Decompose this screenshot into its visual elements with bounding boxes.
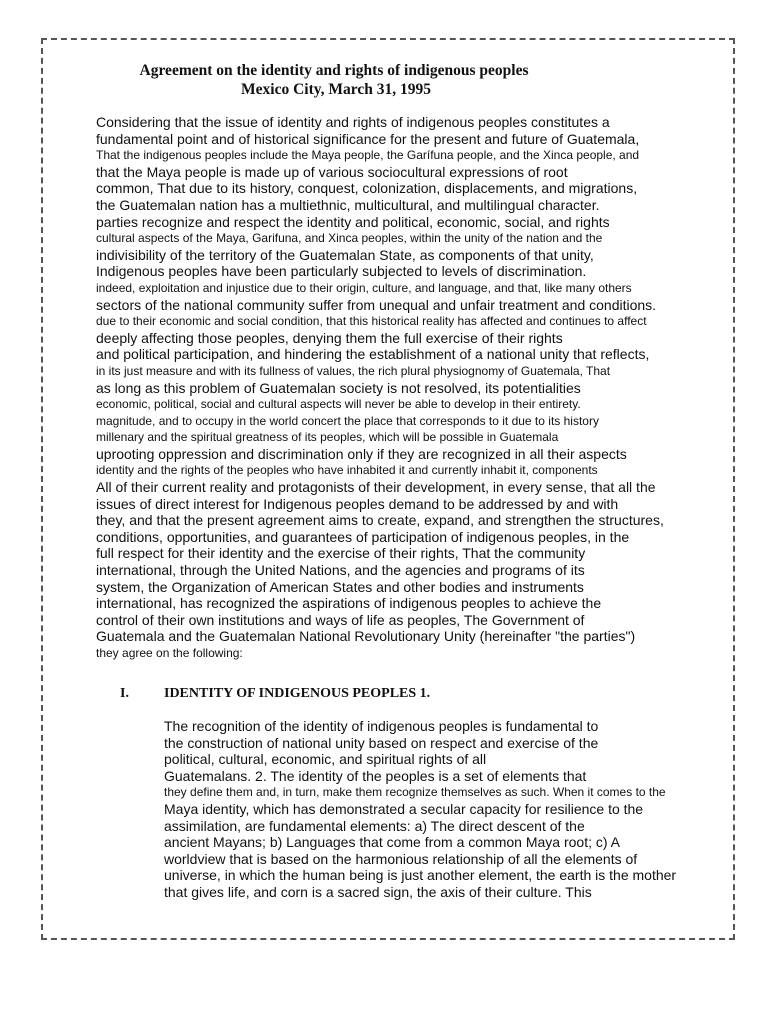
section-line: that gives life, and corn is a sacred sign, the axis of their culture. This [164, 883, 592, 900]
section-line: Maya identity, which has demonstrated a secular capacity for resilience to the [164, 800, 644, 817]
section-number: I. [120, 686, 129, 701]
preamble-line: sectors of the national community suffer from unequal and unfair treatment and conditions. [96, 296, 657, 313]
preamble-line: common, That due to its history, conquest, colonization, displacements, and migrations, [96, 180, 638, 197]
section-line: the construction of national unity based on respect and exercise of the [164, 734, 599, 751]
preamble-line: identity and the rights of the peoples who have inhabited it and currently inhabit it, components [96, 463, 598, 478]
preamble-line: control of their own institutions and ways of life as peoples, The Government of [96, 611, 585, 628]
preamble-line: full respect for their identity and the exercise of their rights, That the community [96, 545, 586, 562]
preamble-line: deeply affecting those peoples, denying them the full exercise of their rights [96, 329, 563, 346]
preamble-line: cultural aspects of the Maya, Garifuna, and Xinca peoples, within the unity of the nation and the [96, 231, 603, 246]
document-place-date: Mexico City, March 31, 1995 [241, 81, 431, 98]
preamble-line: international, through the United Nations, and the agencies and programs of its [96, 562, 585, 579]
preamble-line: Guatemala and the Guatemalan National Revolutionary Unity (hereinafter "the parties") [96, 628, 636, 645]
section-line: political, cultural, economic, and spiritual rights of all [164, 751, 487, 768]
section-line: The recognition of the identity of indigenous peoples is fundamental to [164, 718, 599, 734]
preamble-line: indeed, exploitation and injustice due to their origin, culture, and language, and that, like many others [96, 280, 632, 295]
preamble-line: the Guatemalan nation has a multiethnic, multicultural, and multilingual character. [96, 196, 600, 213]
preamble-line: international, has recognized the aspirations of indigenous peoples to achieve the [96, 595, 602, 612]
preamble-line: Considering that the issue of identity and rights of indigenous peoples constitutes a [96, 114, 610, 130]
preamble-line: as long as this problem of Guatemalan society is not resolved, its potentialities [96, 379, 581, 396]
preamble-line: fundamental point and of historical significance for the present and future of Guatemala, [96, 130, 640, 147]
section-line: ancient Mayans; b) Languages that come from a common Maya root; c) A [164, 834, 620, 851]
preamble-line: conditions, opportunities, and guarantees of participation of indigenous peoples, in the [96, 528, 630, 545]
document-title: Agreement on the identity and rights of indigenous peoples [139, 62, 529, 79]
preamble-text [96, 114, 736, 662]
preamble-line: millenary and the spiritual greatness of its peoples, which will be possible in Guatemala [96, 430, 559, 445]
preamble-line: magnitude, and to occupy in the world concert the place that corresponds to it due to its history [96, 413, 599, 428]
preamble-line: uprooting oppression and discrimination only if they are recognized in all their aspects [96, 445, 627, 462]
preamble-line: that the Maya people is made up of various sociocultural expressions of root [96, 163, 568, 180]
section-line: they define them and, in turn, make them recognize themselves as such. When it comes to the [164, 785, 666, 800]
preamble-line: in its just measure and with its fullness of values, the rich plural physiognomy of Guatemala, That [96, 363, 611, 378]
preamble-line: Indigenous peoples have been particularly subjected to levels of discrimination. [96, 263, 587, 280]
preamble-line: parties recognize and respect the identity and political, economic, social, and rights [96, 213, 610, 230]
preamble-line: they agree on the following: [96, 646, 243, 660]
preamble-line: That the indigenous peoples include the Maya people, the Garífuna people, and the Xinca people, and [96, 148, 640, 163]
preamble-line: due to their economic and social condition, that this historical reality has affected and continues to affect [96, 314, 647, 329]
section-line: Guatemalans. 2. The identity of the peoples is a set of elements that [164, 767, 587, 784]
section-line: worldview that is based on the harmonious relationship of all the elements of [164, 850, 638, 867]
preamble-line: indivisibility of the territory of the Guatemalan State, as components of that unity, [96, 246, 594, 263]
preamble-line: system, the Organization of American States and other bodies and instruments [96, 578, 584, 595]
section-heading [120, 686, 430, 702]
preamble-line: All of their current reality and protagonists of their development, in every sense, that all the [96, 479, 656, 496]
preamble-line: economic, political, social and cultural aspects will never be able to develop in their entirety. [96, 397, 581, 412]
preamble-line: they, and that the present agreement aims to create, expand, and strengthen the structures, [96, 512, 664, 529]
section-body-text [164, 718, 734, 901]
section-title: IDENTITY OF INDIGENOUS PEOPLES 1. [164, 686, 431, 701]
section-line: universe, in which the human being is just another element, the earth is the mother [164, 867, 677, 884]
section-line: assimilation, are fundamental elements: a) The direct descent of the [164, 817, 585, 834]
preamble-line: and political participation, and hindering the establishment of a national unity that reflects, [96, 346, 650, 363]
preamble-line: issues of direct interest for Indigenous peoples demand to be addressed by and with [96, 495, 619, 512]
